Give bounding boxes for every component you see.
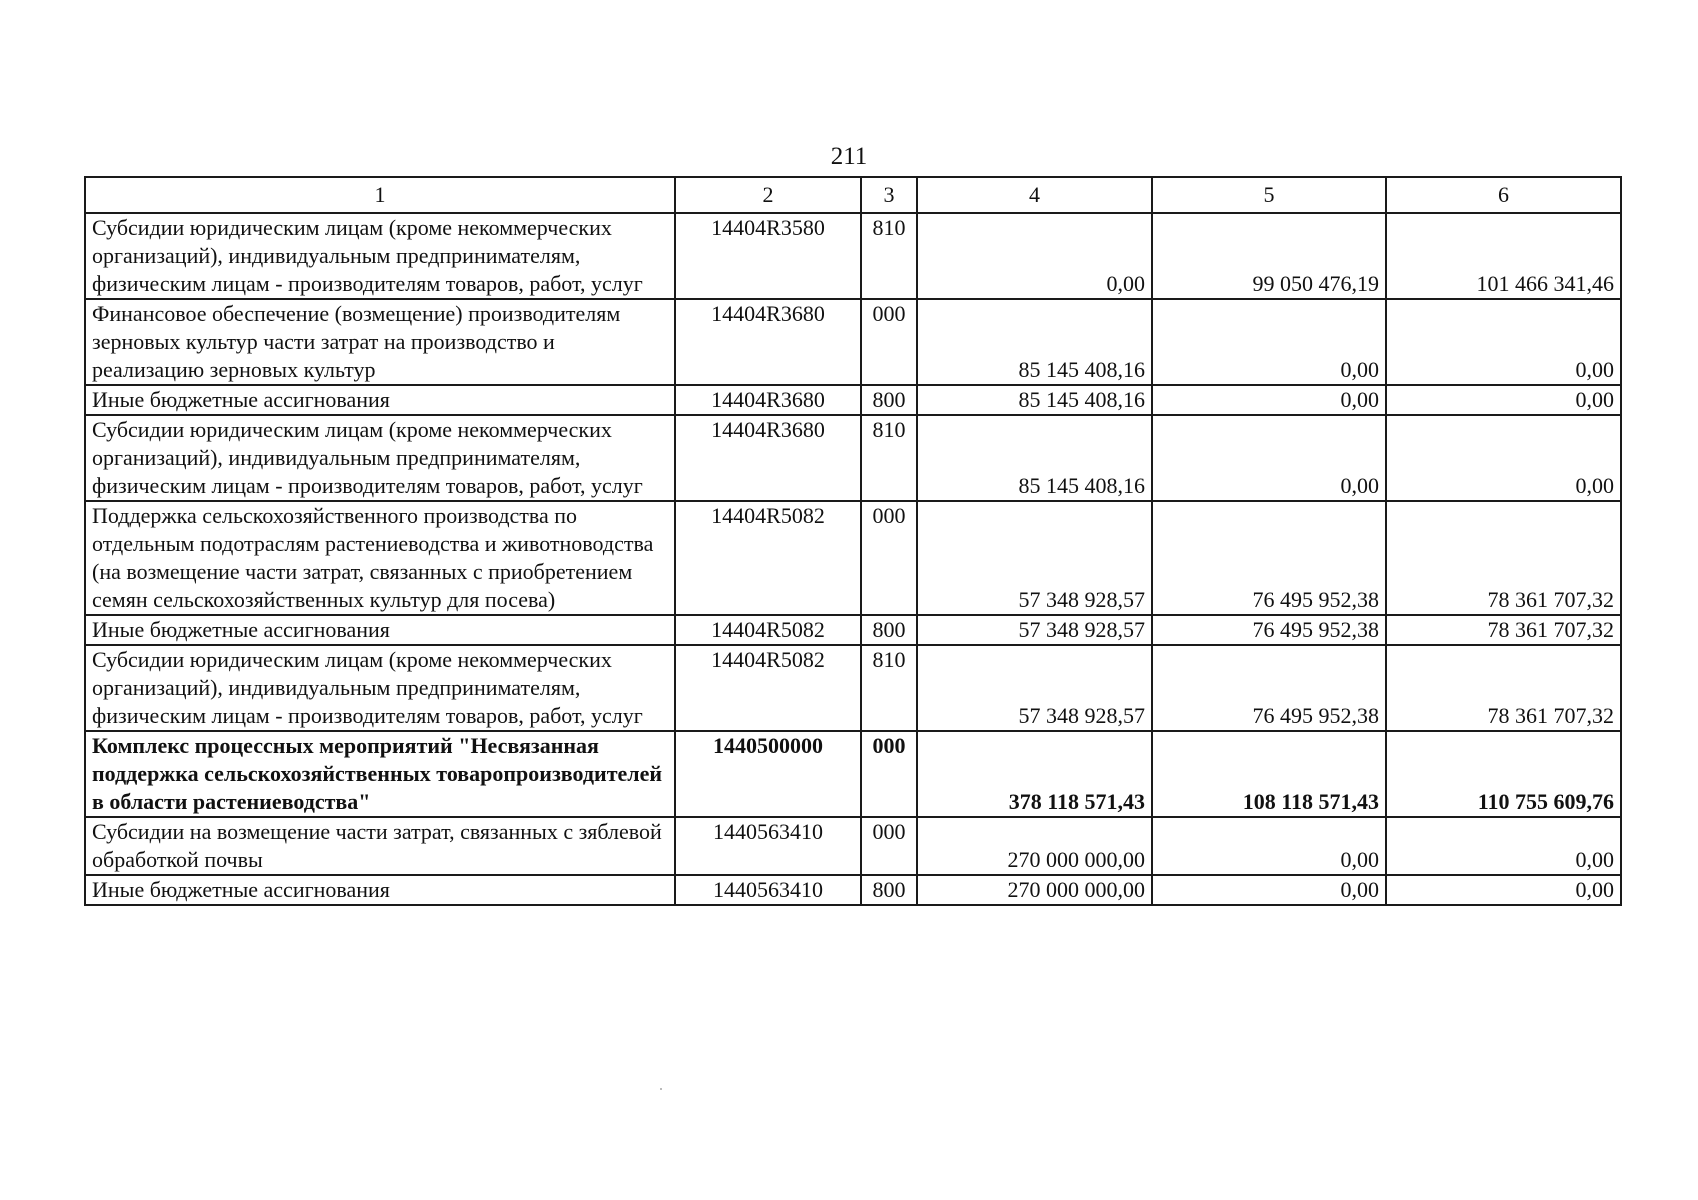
row-target-code: 14404R3680: [675, 385, 861, 415]
row-amount-col6: 78 361 707,32: [1386, 615, 1621, 645]
page-number: 211: [830, 143, 868, 170]
row-amount-col4: 57 348 928,57: [917, 501, 1152, 615]
row-expense-type: 000: [861, 299, 917, 385]
row-amount-col5: 0,00: [1152, 299, 1386, 385]
row-amount-col5: 76 495 952,38: [1152, 501, 1386, 615]
row-amount-col5: 76 495 952,38: [1152, 615, 1386, 645]
row-amount-col5: 0,00: [1152, 817, 1386, 875]
row-amount-col6: 101 466 341,46: [1386, 213, 1621, 299]
row-amount-col5: 0,00: [1152, 875, 1386, 905]
table-row: [85, 875, 1621, 905]
row-expense-type: 810: [861, 415, 917, 501]
row-target-code: 14404R5082: [675, 501, 861, 615]
header-cell: 2: [675, 177, 861, 213]
row-amount-col4: 85 145 408,16: [917, 299, 1152, 385]
row-name: Субсидии юридическим лицам (кроме некоммерческих организаций), индивидуальным предпринимателям, физическим лицам - производителям товаров, работ, услуг: [85, 645, 675, 731]
row-amount-col6: 0,00: [1386, 817, 1621, 875]
table-header-row: [85, 177, 1621, 213]
scan-speck: [660, 1088, 662, 1090]
header-cell: 3: [861, 177, 917, 213]
table-row: [85, 501, 1621, 615]
row-name: Иные бюджетные ассигнования: [85, 615, 675, 645]
row-expense-type: 800: [861, 385, 917, 415]
row-expense-type: 000: [861, 731, 917, 817]
row-amount-col5: 76 495 952,38: [1152, 645, 1386, 731]
row-name: Иные бюджетные ассигнования: [85, 875, 675, 905]
table-row: [85, 385, 1621, 415]
row-amount-col6: 78 361 707,32: [1386, 501, 1621, 615]
table-row: [85, 213, 1621, 299]
row-expense-type: 000: [861, 817, 917, 875]
row-target-code: 1440500000: [675, 731, 861, 817]
row-amount-col4: 0,00: [917, 213, 1152, 299]
header-cell: 6: [1386, 177, 1621, 213]
table-row: [85, 645, 1621, 731]
row-name: Субсидии юридическим лицам (кроме некоммерческих организаций), индивидуальным предпринимателям, физическим лицам - производителям товаров, работ, услуг: [85, 213, 675, 299]
row-expense-type: 800: [861, 615, 917, 645]
row-amount-col4: 378 118 571,43: [917, 731, 1152, 817]
row-amount-col4: 57 348 928,57: [917, 645, 1152, 731]
row-target-code: 14404R5082: [675, 615, 861, 645]
row-amount-col4: 57 348 928,57: [917, 615, 1152, 645]
row-expense-type: 810: [861, 645, 917, 731]
row-amount-col6: 0,00: [1386, 415, 1621, 501]
row-amount-col5: 0,00: [1152, 415, 1386, 501]
table-row: [85, 415, 1621, 501]
row-amount-col6: 0,00: [1386, 385, 1621, 415]
header-cell: 4: [917, 177, 1152, 213]
row-amount-col5: 0,00: [1152, 385, 1386, 415]
table-row: [85, 817, 1621, 875]
row-amount-col4: 270 000 000,00: [917, 875, 1152, 905]
row-target-code: 14404R5082: [675, 645, 861, 731]
row-target-code: 14404R3580: [675, 213, 861, 299]
row-target-code: 14404R3680: [675, 415, 861, 501]
row-expense-type: 800: [861, 875, 917, 905]
table-row-section-total: [85, 731, 1621, 817]
row-amount-col4: 85 145 408,16: [917, 385, 1152, 415]
header-cell: 1: [85, 177, 675, 213]
budget-table: [84, 176, 1622, 906]
row-target-code: 1440563410: [675, 817, 861, 875]
row-amount-col6: 110 755 609,76: [1386, 731, 1621, 817]
row-amount-col4: 85 145 408,16: [917, 415, 1152, 501]
row-name: Комплекс процессных мероприятий "Несвязанная поддержка сельскохозяйственных товаропроизводителей в области растениеводства": [85, 731, 675, 817]
row-name: Субсидии на возмещение части затрат, связанных с зяблевой обработкой почвы: [85, 817, 675, 875]
row-name: Иные бюджетные ассигнования: [85, 385, 675, 415]
row-amount-col4: 270 000 000,00: [917, 817, 1152, 875]
row-name: Поддержка сельскохозяйственного производства по отдельным подотраслям растениеводства и животноводства (на возмещение части затрат, связанных с приобретением семян сельскохозяйственных культур для посева): [85, 501, 675, 615]
row-target-code: 14404R3680: [675, 299, 861, 385]
row-name: Финансовое обеспечение (возмещение) производителям зерновых культур части затрат на производство и реализацию зерновых культур: [85, 299, 675, 385]
row-amount-col6: 0,00: [1386, 875, 1621, 905]
row-amount-col6: 78 361 707,32: [1386, 645, 1621, 731]
row-amount-col5: 99 050 476,19: [1152, 213, 1386, 299]
row-expense-type: 810: [861, 213, 917, 299]
row-target-code: 1440563410: [675, 875, 861, 905]
table-row: [85, 615, 1621, 645]
row-amount-col5: 108 118 571,43: [1152, 731, 1386, 817]
table-row: [85, 299, 1621, 385]
header-cell: 5: [1152, 177, 1386, 213]
row-name: Субсидии юридическим лицам (кроме некоммерческих организаций), индивидуальным предпринимателям, физическим лицам - производителям товаров, работ, услуг: [85, 415, 675, 501]
row-expense-type: 000: [861, 501, 917, 615]
row-amount-col6: 0,00: [1386, 299, 1621, 385]
